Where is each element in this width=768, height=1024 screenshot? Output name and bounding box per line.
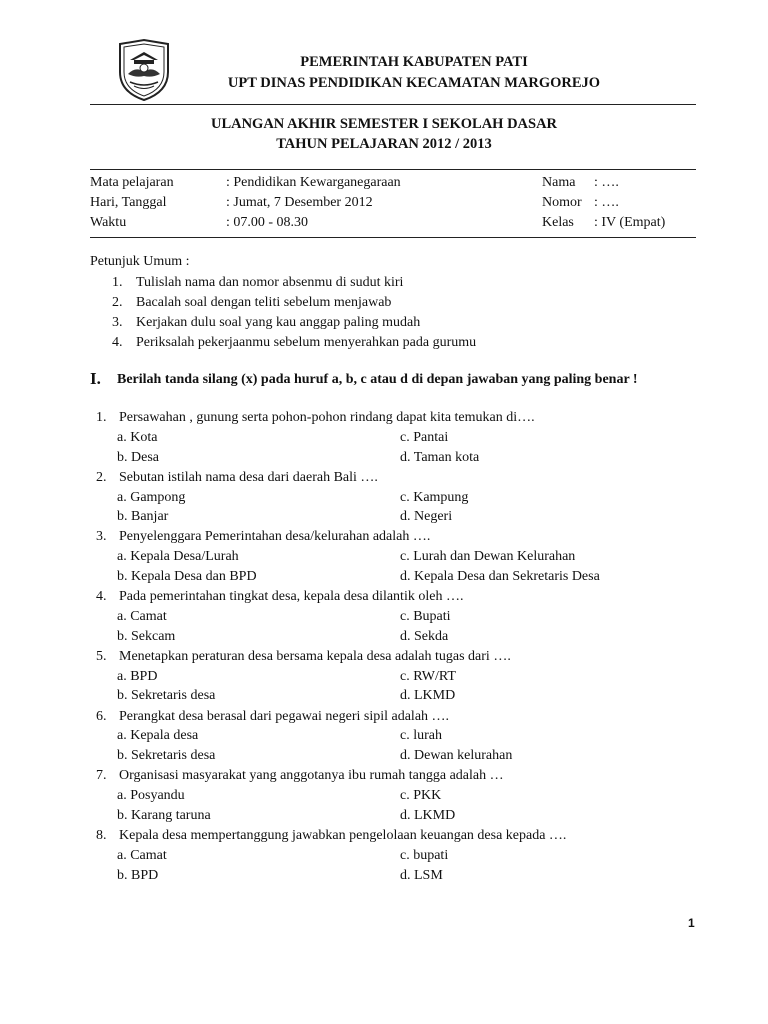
question-text: Kepala desa mempertanggung jawabkan pengelolaan keuangan desa kepada …. [119, 827, 567, 843]
subject-value: : Pendidikan Kewarganegaraan [226, 175, 401, 190]
question-text: Perangkat desa berasal dari pegawai negeri sipil adalah …. [119, 708, 450, 724]
instruction-text: Bacalah soal dengan teliti sebelum menjawab [136, 295, 392, 310]
meta-bottom-divider [90, 237, 696, 238]
section-instruction: Berilah tanda silang (x) pada huruf a, b, c atau d di depan jawaban yang paling benar ! [117, 372, 638, 387]
header-agency: UPT DINAS PENDIDIKAN KECAMATAN MARGOREJO [227, 75, 601, 91]
option-b: b. Karang taruna [117, 807, 211, 823]
option-b: b. Sekretaris desa [117, 688, 216, 704]
option-b: b. Sekretaris desa [117, 748, 216, 764]
date-value: : Jumat, 7 Desember 2012 [226, 195, 373, 210]
option-c: c. PKK [400, 788, 442, 803]
instruction-text: Periksalah pekerjaanmu sebelum menyerahkan pada gurumu [136, 335, 477, 350]
academic-year: TAHUN PELAJARAN 2012 / 2013 [276, 136, 492, 152]
option-d: d. Negeri [400, 509, 453, 525]
question-text: Menetapkan peraturan desa bersama kepala desa adalah tugas dari …. [119, 648, 511, 664]
question-text: Organisasi masyarakat yang anggotanya ibu rumah tangga adalah … [119, 768, 504, 784]
option-d: d. Kepala Desa dan Sekretaris Desa [400, 569, 600, 584]
option-b: b. Kepala Desa dan BPD [117, 569, 257, 584]
instructions-heading: Petunjuk Umum : [90, 254, 190, 269]
section-number: I. [90, 369, 101, 388]
header-divider [90, 104, 696, 105]
option-c: c. Kampung [400, 489, 469, 505]
option-d: d. LSM [400, 867, 443, 883]
question-number: 8. [96, 827, 107, 843]
option-d: d. Taman kota [400, 449, 480, 465]
option-b: b. BPD [117, 867, 159, 883]
time-label: Waktu [90, 215, 127, 230]
instruction-text: Tulislah nama dan nomor absenmu di sudut kiri [136, 275, 404, 290]
option-c: c. lurah [400, 728, 442, 744]
instruction-number: 1. [112, 275, 123, 290]
option-a: a. Kepala Desa/Lurah [117, 549, 239, 565]
number-value: : …. [594, 195, 619, 210]
question-number: 7. [96, 768, 107, 784]
option-a: a. Posyandu [117, 788, 185, 803]
option-d: d. Dewan kelurahan [400, 748, 513, 764]
option-b: b. Desa [117, 449, 159, 465]
meta-top-divider [90, 169, 696, 170]
number-label: Nomor [542, 195, 582, 210]
exam-title: ULANGAN AKHIR SEMESTER I SEKOLAH DASAR [210, 116, 558, 132]
question-number: 6. [96, 708, 107, 724]
question-number: 5. [96, 648, 107, 664]
option-b: b. Sekcam [117, 628, 176, 644]
option-a: a. Kepala desa [117, 728, 199, 744]
option-d: d. LKMD [400, 807, 456, 823]
instruction-text: Kerjakan dulu soal yang kau anggap paling mudah [136, 315, 421, 330]
option-c: c. bupati [400, 847, 449, 863]
date-label: Hari, Tanggal [90, 195, 167, 210]
option-c: c. Lurah dan Dewan Kelurahan [400, 549, 576, 565]
option-c: c. Pantai [400, 429, 449, 445]
option-a: a. Camat [117, 608, 167, 624]
header-government: PEMERINTAH KABUPATEN PATI [300, 54, 528, 70]
option-a: a. Gampong [117, 489, 186, 505]
option-d: d. LKMD [400, 688, 456, 704]
option-d: d. Sekda [400, 628, 449, 644]
option-a: a. Camat [117, 847, 167, 863]
option-a: a. BPD [117, 668, 158, 684]
question-number: 4. [96, 589, 107, 605]
time-value: : 07.00 - 08.30 [226, 215, 309, 230]
class-value: : IV (Empat) [594, 215, 666, 230]
class-label: Kelas [542, 215, 574, 230]
question-number: 2. [96, 469, 107, 485]
question-text: Sebutan istilah nama desa dari daerah Bali …. [119, 469, 378, 485]
page-number: 1 [688, 916, 695, 930]
option-c: c. Bupati [400, 608, 451, 624]
name-value: : …. [594, 175, 619, 190]
option-c: c. RW/RT [400, 668, 456, 684]
instruction-number: 3. [112, 315, 123, 330]
instruction-number: 2. [112, 295, 123, 310]
instruction-number: 4. [112, 335, 123, 350]
option-a: a. Kota [117, 429, 158, 445]
question-number: 3. [96, 529, 107, 545]
option-b: b. Banjar [117, 509, 169, 525]
question-text: Penyelenggara Pemerintahan desa/kelurahan adalah …. [119, 529, 431, 545]
question-number: 1. [96, 410, 107, 425]
question-text: Pada pemerintahan tingkat desa, kepala desa dilantik oleh …. [119, 589, 464, 605]
subject-label: Mata pelajaran [90, 175, 174, 190]
question-text: Persawahan , gunung serta pohon-pohon rindang dapat kita temukan di…. [119, 410, 535, 425]
name-label: Nama [542, 175, 576, 190]
